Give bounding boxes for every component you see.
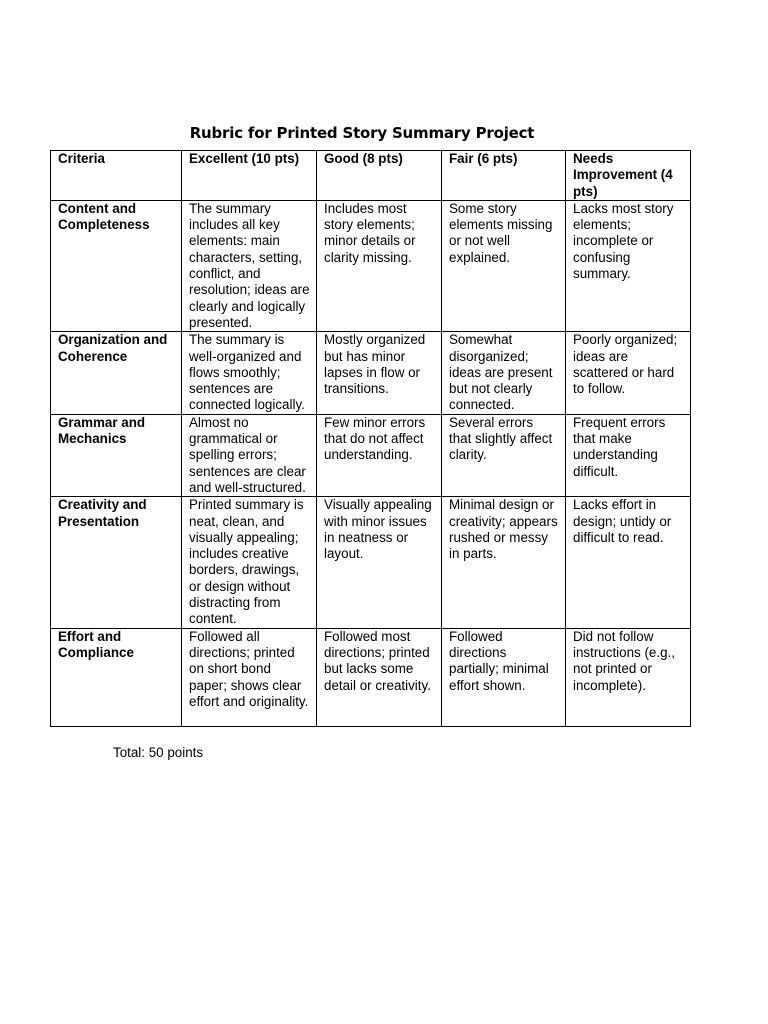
criteria-cell: Grammar and Mechanics [51,414,182,496]
excellent-cell: The summary includes all key elements: main characters, setting, conflict, and resolution; ideas are clearly and logically presented. [182,200,317,331]
table-row [51,200,691,331]
page-title: Rubric for Printed Story Summary Project [189,124,535,142]
excellent-cell: Followed all directions; printed on short bond paper; shows clear effort and originality. [182,628,317,726]
needs-improvement-cell: Poorly organized; ideas are scattered or hard to follow. [566,332,691,414]
total-points: Total: 50 points [113,745,204,760]
fair-cell: Minimal design or creativity; appears rushed or messy in parts. [442,497,566,628]
header-good: Good (8 pts) [317,151,442,201]
excellent-cell: Almost no grammatical or spelling errors; sentences are clear and well-structured. [182,414,317,496]
criteria-cell: Creativity and Presentation [51,497,182,628]
header-excellent: Excellent (10 pts) [182,151,317,201]
criteria-cell: Content and Completeness [51,200,182,331]
table-row [51,414,691,496]
good-cell: Followed most directions; printed but lacks some detail or creativity. [317,628,442,726]
needs-improvement-cell: Did not follow instructions (e.g., not printed or incomplete). [566,628,691,726]
good-cell: Includes most story elements; minor details or clarity missing. [317,200,442,331]
table-row [51,497,691,628]
fair-cell: Followed directions partially; minimal effort shown. [442,628,566,726]
table-row [51,332,691,414]
header-needs-improvement: Needs Improvement (4 pts) [566,151,691,201]
fair-cell: Some story elements missing or not well explained. [442,200,566,331]
needs-improvement-cell: Frequent errors that make understanding difficult. [566,414,691,496]
fair-cell: Several errors that slightly affect clarity. [442,414,566,496]
needs-improvement-cell: Lacks effort in design; untidy or difficult to read. [566,497,691,628]
table-header-row [51,151,691,201]
criteria-cell: Organization and Coherence [51,332,182,414]
needs-improvement-cell: Lacks most story elements; incomplete or confusing summary. [566,200,691,331]
rubric-table [50,150,691,727]
excellent-cell: The summary is well-organized and flows smoothly; sentences are connected logically. [182,332,317,414]
table-row [51,628,691,726]
criteria-cell: Effort and Compliance [51,628,182,726]
header-criteria: Criteria [51,151,182,201]
good-cell: Visually appealing with minor issues in neatness or layout. [317,497,442,628]
excellent-cell: Printed summary is neat, clean, and visually appealing; includes creative borders, drawings, or design without distracting from content. [182,497,317,628]
good-cell: Few minor errors that do not affect understanding. [317,414,442,496]
header-fair: Fair (6 pts) [442,151,566,201]
fair-cell: Somewhat disorganized; ideas are present but not clearly connected. [442,332,566,414]
good-cell: Mostly organized but has minor lapses in flow or transitions. [317,332,442,414]
